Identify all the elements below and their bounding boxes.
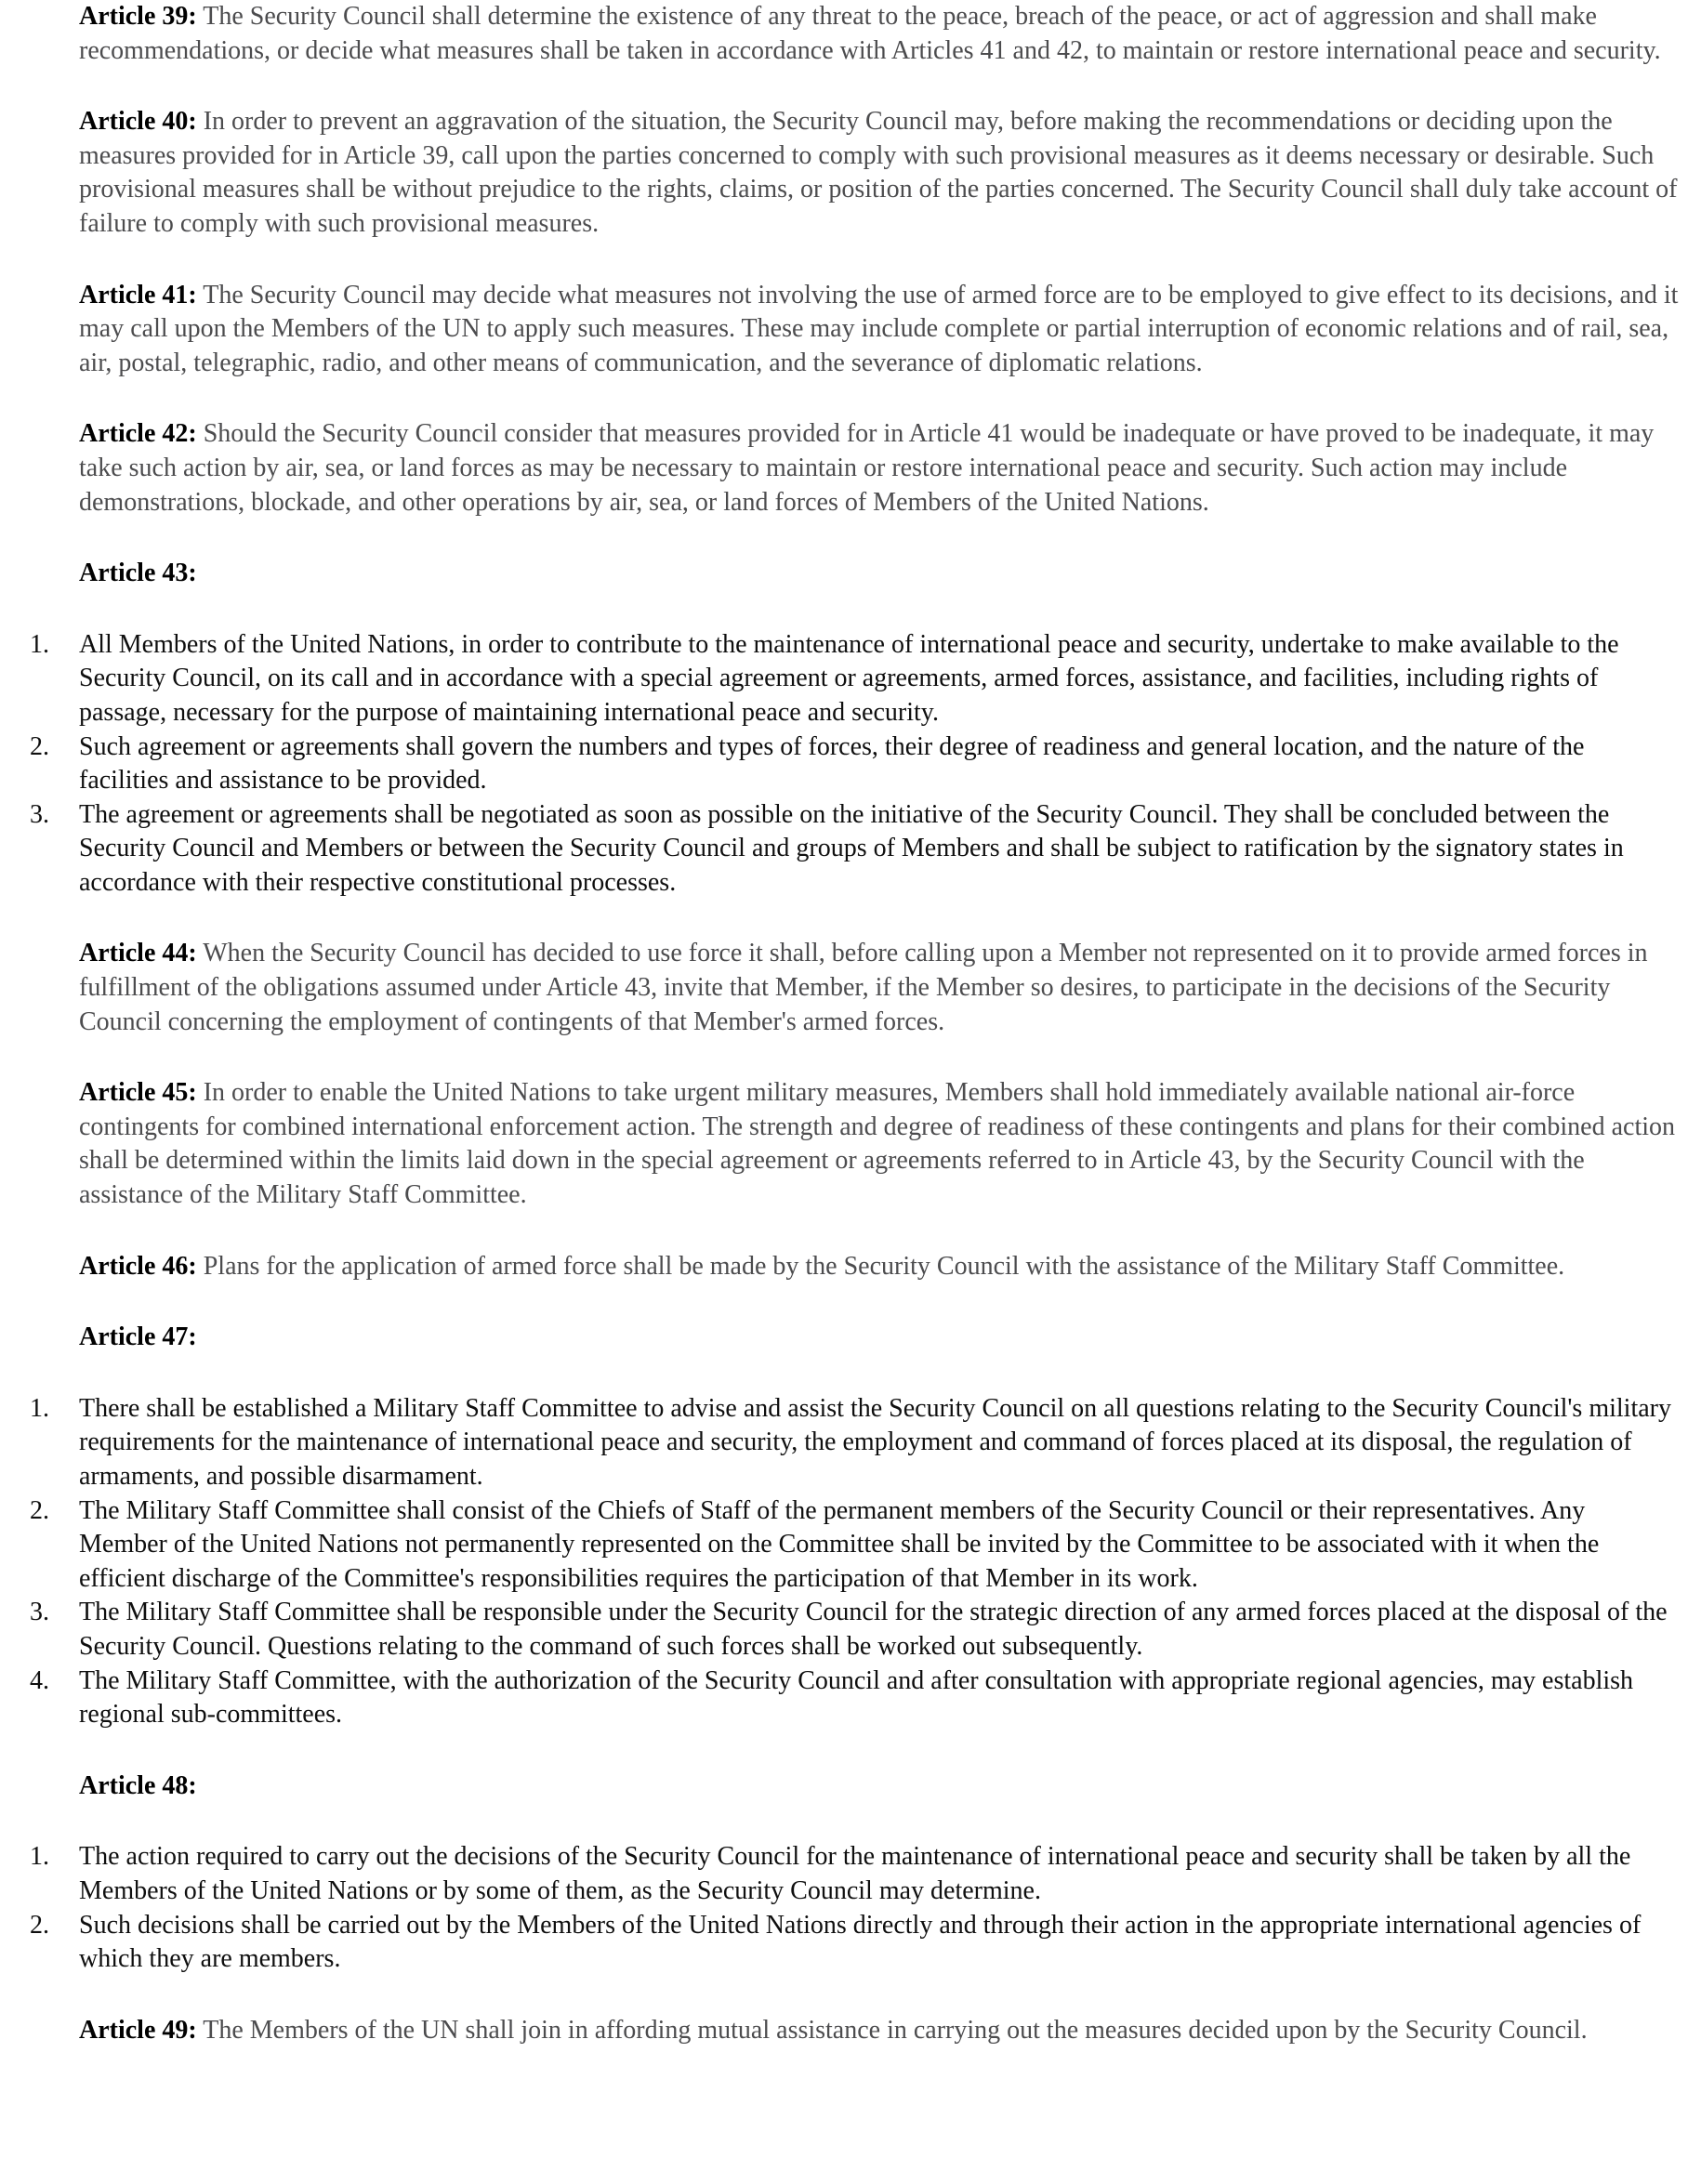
- list-item: [30, 730, 1679, 798]
- article-42-text: Should the Security Council consider that measures provided for in Article 41 would be inadequate or have proved to be inadequate, it may take such action by air, sea, or land forces as may be necessary to maintain or restore international peace and security. Such action may include demonstrations, blockade, and other operations by air, sea, or land forces of Members of the United Nations.: [79, 419, 1655, 517]
- list-item-text: Such agreement or agreements shall govern the numbers and types of forces, their degree of readiness and general location, and the nature of the facilities and assistance to be provided.: [79, 731, 1585, 796]
- article-40-text: In order to prevent an aggravation of the situation, the Security Council may, before making the recommendations or deciding upon the measures provided for in Article 39, call upon the parties concerned to comply with such provisional measures as it deems necessary or desirable. Such provisional measures shall be without prejudice to the rights, claims, or position of the parties concerned. The Security Council shall duly take account of failure to comply with such provisional measures.: [79, 107, 1678, 238]
- list-item-text: The action required to carry out the decisions of the Security Council for the maintenance of international peace and security shall be taken by all the Members of the United Nations or by some of them, as the Security Council may determine.: [79, 1842, 1631, 1905]
- article-39-text: The Security Council shall determine the existence of any threat to the peace, breach of the peace, or act of aggression and shall make recommendations, or decide what measures shall be taken in accordance with Articles 41 and 42, to maintain or restore international peace and security.: [79, 2, 1661, 65]
- list-item-text: The Military Staff Committee shall consist of the Chiefs of Staff of the permanent members of the Security Council or their representatives. Any Member of the United Nations not permanently represented on the Committee shall be invited by the Committee to be associated with it when the efficient discharge of the Committee's responsibilities requires the participation of that Member in its work.: [79, 1495, 1600, 1593]
- article-42-paragraph: [79, 417, 1679, 520]
- article-43-label: Article 43:: [79, 559, 197, 588]
- list-item: [30, 1664, 1679, 1732]
- list-item-text: The Military Staff Committee shall be responsible under the Security Council for the strategic direction of any armed forces placed at the disposal of the Security Council. Questions relating to the command of such forces shall be worked out subsequently.: [79, 1598, 1668, 1661]
- article-43-heading: [79, 557, 1679, 591]
- article-47-list: [30, 1392, 1679, 1732]
- list-item-number: 1.: [30, 1393, 49, 1423]
- list-item: [30, 798, 1679, 901]
- article-44-paragraph: [79, 937, 1679, 1039]
- list-item-text: Such decisions shall be carried out by the Members of the United Nations directly and through their action in the appropriate international agencies of which they are members.: [79, 1910, 1642, 1974]
- article-46-label: Article 46:: [79, 1251, 197, 1281]
- article-48-heading: [79, 1770, 1679, 1804]
- list-item-number: 1.: [30, 629, 49, 659]
- article-41-label: Article 41:: [79, 280, 197, 309]
- list-item-number: 2.: [30, 731, 49, 761]
- list-item-number: 2.: [30, 1910, 49, 1940]
- article-40-paragraph: [79, 105, 1679, 241]
- article-44-label: Article 44:: [79, 939, 197, 968]
- list-item-number: 3.: [30, 799, 49, 829]
- list-item: [30, 628, 1679, 730]
- article-49-label: Article 49:: [79, 2015, 197, 2045]
- article-47-heading: [79, 1321, 1679, 1355]
- list-item: [30, 1494, 1679, 1597]
- article-48-label: Article 48:: [79, 1770, 197, 1800]
- list-item-text: The Military Staff Committee, with the authorization of the Security Council and after consultation with appropriate regional agencies, may establish regional sub-committees.: [79, 1665, 1634, 1730]
- list-item-text: The agreement or agreements shall be negotiated as soon as possible on the initiative of the Security Council. They shall be concluded between the Security Council and Members or between the Security Council and groups of Members and shall be subject to ratification by the signatory states in accordance with their respective constitutional processes.: [79, 799, 1624, 897]
- list-item-number: 1.: [30, 1842, 49, 1872]
- article-39-label: Article 39:: [79, 2, 197, 31]
- article-49-paragraph: [79, 2014, 1679, 2048]
- article-39-paragraph: [79, 0, 1679, 68]
- article-41-paragraph: [79, 279, 1679, 381]
- article-44-text: When the Security Council has decided to use force it shall, before calling upon a Member not represented on it to provide armed forces in fulfillment of the obligations assumed under Article 43, invite that Member, if the Member so desires, to participate in the decisions of the Security Council concerning the employment of contingents of that Member's armed forces.: [79, 939, 1648, 1036]
- list-item: [30, 1596, 1679, 1664]
- list-item-number: 4.: [30, 1665, 49, 1695]
- article-45-text: In order to enable the United Nations to take urgent military measures, Members shall hold immediately available national air-force contingents for combined international enforcement action. The strength and degree of readiness of these contingents and plans for their combined action shall be determined within the limits laid down in the special agreement or agreements referred to in Article 43, by the Security Council with the assistance of the Military Staff Committee.: [79, 1078, 1676, 1210]
- article-41-text: The Security Council may decide what measures not involving the use of armed force are to be employed to give effect to its decisions, and it may call upon the Members of the UN to apply such measures. These may include complete or partial interruption of economic relations and of rail, sea, air, postal, telegraphic, radio, and other means of communication, and the severance of diplomatic relations.: [79, 280, 1679, 377]
- list-item: [30, 1840, 1679, 1908]
- list-item: [30, 1909, 1679, 1977]
- article-40-label: Article 40:: [79, 107, 197, 137]
- list-item-number: 3.: [30, 1598, 49, 1627]
- list-item-text: There shall be established a Military Staff Committee to advise and assist the Security Council on all questions relating to the Security Council's military requirements for the maintenance of international peace and security, the employment and command of forces placed at its disposal, the regulation of armaments, and possible disarmament.: [79, 1393, 1671, 1491]
- article-48-list: [30, 1840, 1679, 1976]
- article-43-list: [30, 628, 1679, 901]
- list-item: [30, 1392, 1679, 1494]
- article-49-text: The Members of the UN shall join in affording mutual assistance in carrying out the measures decided upon by the Security Council.: [203, 2015, 1588, 2045]
- article-47-label: Article 47:: [79, 1322, 197, 1352]
- article-45-label: Article 45:: [79, 1078, 197, 1108]
- article-45-paragraph: [79, 1076, 1679, 1212]
- article-46-text: Plans for the application of armed force shall be made by the Security Council with the assistance of the Military Staff Committee.: [203, 1251, 1565, 1281]
- article-46-paragraph: [79, 1250, 1679, 1284]
- list-item-text: All Members of the United Nations, in order to contribute to the maintenance of international peace and security, undertake to make available to the Security Council, on its call and in accordance with a special agreement or agreements, armed forces, assistance, and facilities, including rights of passage, necessary for the purpose of maintaining international peace and security.: [79, 629, 1619, 727]
- list-item-number: 2.: [30, 1495, 49, 1525]
- article-42-label: Article 42:: [79, 419, 197, 449]
